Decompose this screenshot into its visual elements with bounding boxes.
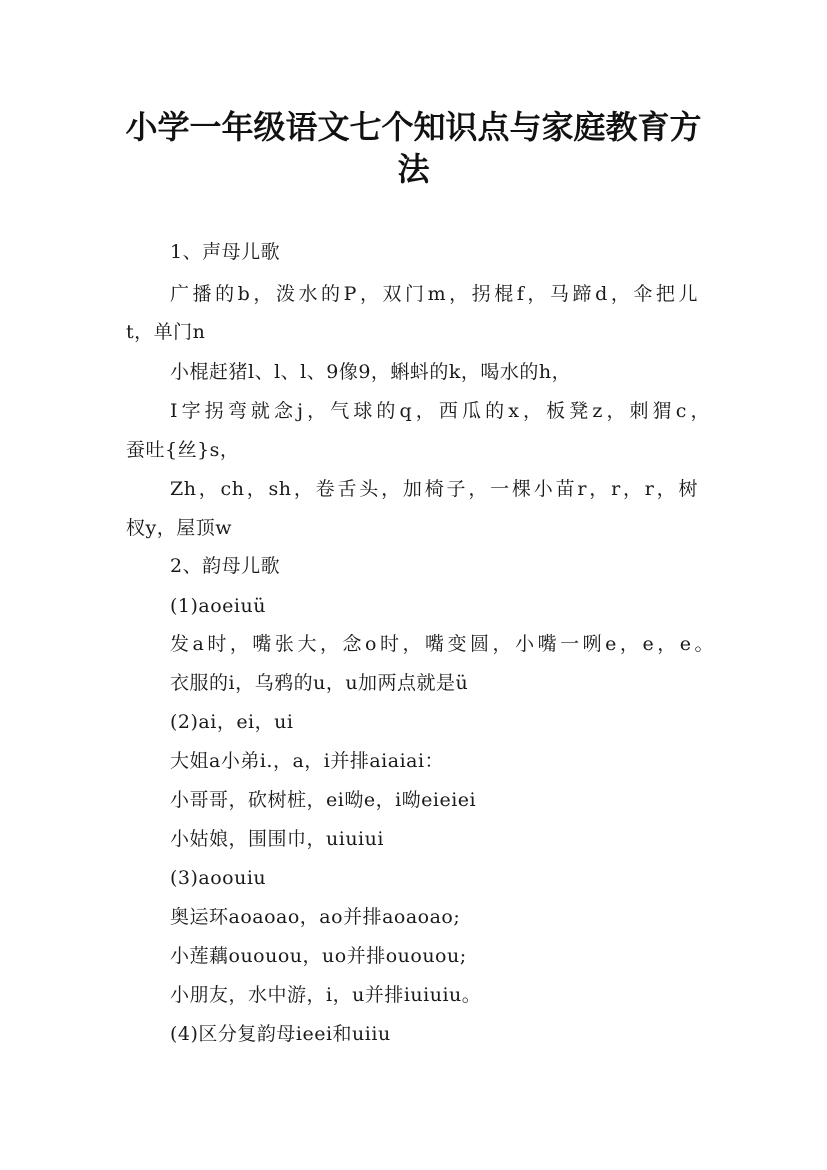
paragraph-line: I字拐弯就念j，气球的q，西瓜的x，板凳z，刺猬c， — [170, 400, 710, 422]
paragraph-line: 广播的b，泼水的P，双门m，拐棍f，马蹄d，伞把儿 — [170, 283, 698, 305]
section-heading-finals: 2、韵母儿歌 — [170, 555, 281, 577]
paragraph-line: 小莲藕ououou，uo并排ououou; — [170, 945, 467, 967]
paragraph-line: 小姑娘，围围巾，uiuiui — [170, 828, 384, 850]
paragraph-line: 大姐a小弟i.，a，i并排aiaiai： — [170, 750, 445, 772]
document-title-line-2: 法 — [397, 150, 430, 188]
paragraph-line: 杈y，屋顶w — [126, 517, 232, 539]
paragraph-line: 小朋友，水中游，i，u并排iuiuiu。 — [170, 984, 482, 1006]
subsection-heading: (2)ai，ei，ui — [170, 711, 294, 733]
document-title-line-1: 小学一年级语文七个知识点与家庭教育方 — [125, 108, 702, 146]
paragraph-line: 小哥哥，砍树桩，ei呦e，i呦eieiei — [170, 789, 477, 811]
paragraph-line: 奥运环aoaoao，ao并排aoaoao; — [170, 906, 461, 928]
paragraph-line: 发a时，嘴张大，念o时，嘴变圆，小嘴一咧e，e，e。 — [170, 633, 714, 655]
section-heading-initials: 1、声母儿歌 — [170, 241, 281, 263]
paragraph-line: 蚕吐{丝}s， — [126, 439, 240, 461]
paragraph-line: 衣服的i，乌鸦的u，u加两点就是ü — [170, 672, 469, 694]
paragraph-line: t，单门n — [126, 321, 206, 343]
subsection-heading: (4)区分复韵母ieei和uiiu — [170, 1023, 391, 1045]
paragraph-line: 小棍赶猪l、l、l、9像9，蝌蚪的k，喝水的h， — [170, 361, 572, 383]
subsection-heading: (1)aoeiuü — [170, 595, 266, 617]
subsection-heading: (3)aoouiu — [170, 867, 267, 889]
paragraph-line: Zh，ch，sh，卷舌头，加椅子，一棵小苗r，r，r，树 — [170, 478, 698, 500]
